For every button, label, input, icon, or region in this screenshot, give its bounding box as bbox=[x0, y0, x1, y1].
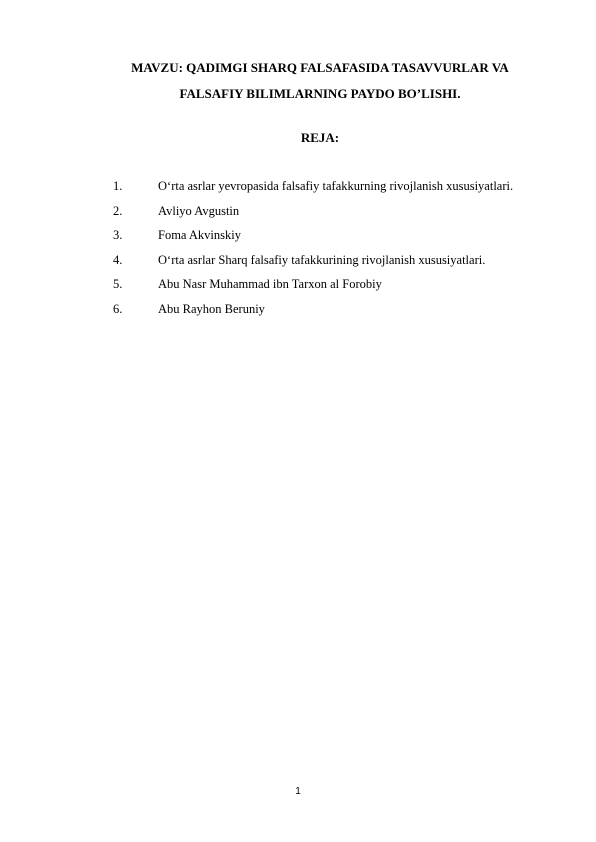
plan-item bbox=[0, 299, 596, 324]
plan-item-text: O‘rta asrlar Sharq falsafiy tafakkurining rivojlanish xususiyatlari. bbox=[158, 252, 486, 267]
plan-item-number: 4. bbox=[113, 252, 123, 267]
topic-title-line-1: MAVZU: QADIMGI SHARQ FALSAFASIDA TASAVVURLAR VA bbox=[131, 60, 509, 75]
plan-item-number: 2. bbox=[113, 203, 123, 218]
page-number: 1 bbox=[295, 786, 301, 797]
plan-item bbox=[0, 250, 596, 275]
plan-item bbox=[0, 225, 596, 250]
topic-title-line-2: FALSAFIY BILIMLARNING PAYDO BO’LISHI. bbox=[179, 86, 461, 101]
plan-item-number: 5. bbox=[113, 277, 123, 291]
plan-item-text: Abu Nasr Muhammad ibn Tarxon al Forobiy bbox=[158, 277, 382, 291]
plan-item-text: Abu Rayhon Beruniy bbox=[158, 301, 265, 316]
plan-item-text: Foma Akvinskiy bbox=[158, 228, 241, 242]
plan-item-number: 1. bbox=[113, 179, 123, 193]
plan-list bbox=[0, 176, 596, 323]
plan-item-number: 3. bbox=[113, 228, 123, 242]
plan-item-text: O‘rta asrlar yevropasida falsafiy tafakkurning rivojlanish xususiyatlari. bbox=[158, 179, 514, 193]
plan-item bbox=[0, 274, 596, 299]
plan-item-text: Avliyo Avgustin bbox=[158, 203, 240, 218]
plan-item bbox=[0, 176, 596, 201]
plan-heading: REJA: bbox=[300, 130, 340, 145]
plan-item-number: 6. bbox=[113, 301, 123, 316]
plan-item bbox=[0, 201, 596, 226]
